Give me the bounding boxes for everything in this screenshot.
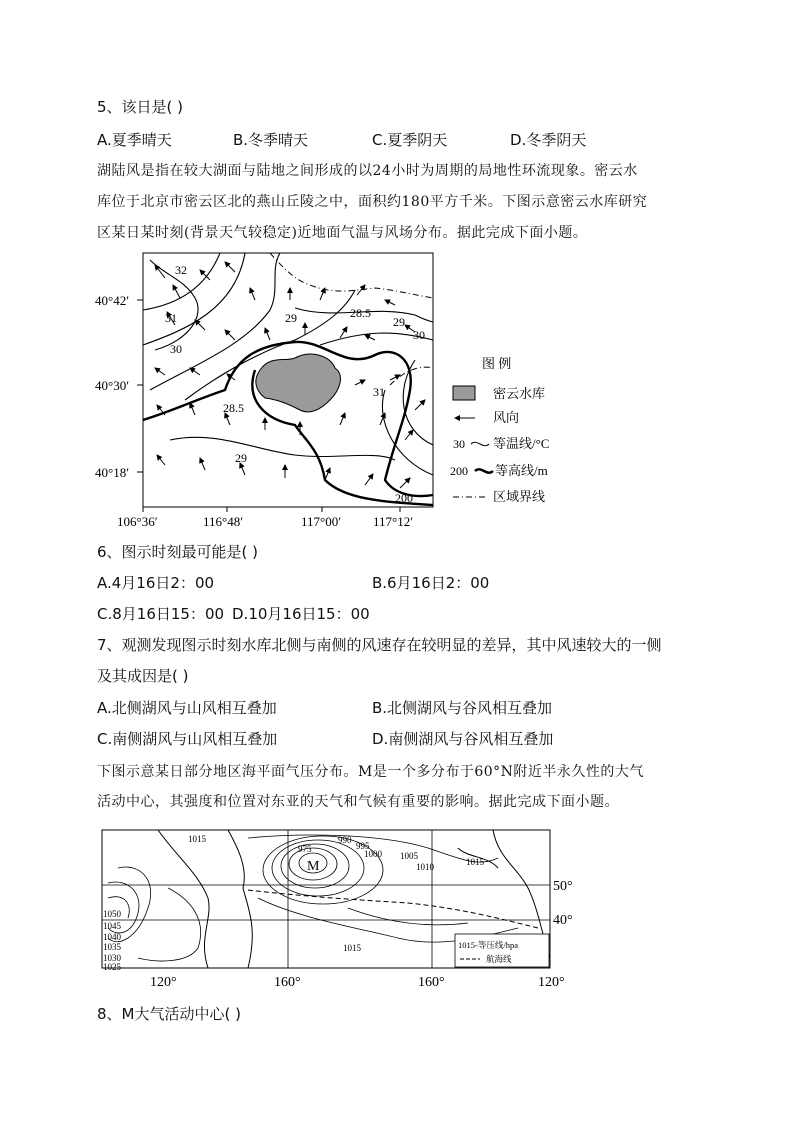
legend-isobar: 1015-等压线/hpa: [458, 940, 518, 950]
legend-item: 区域界线: [493, 489, 546, 504]
isotherm-label: 29: [235, 451, 247, 465]
isotherm-label: 31: [373, 385, 385, 399]
isobar-label: 995: [356, 841, 370, 851]
legend-item: 等温线/°C: [493, 436, 550, 451]
isobar-label: 1015: [466, 857, 484, 867]
q5-option-c: C.夏季阴天: [372, 131, 448, 149]
map1-legend: [450, 356, 549, 504]
isotherm-label: 28.5: [223, 401, 244, 415]
q7-option-d: D.南侧湖风与谷风相互叠加: [372, 730, 554, 748]
map2-legend: [455, 934, 549, 967]
isobar-label: 975: [298, 844, 312, 854]
isotherm-label: 32: [175, 263, 187, 277]
contour-label: 200: [395, 491, 413, 505]
legend-item: 风向: [493, 410, 520, 425]
legend-sample: 30: [453, 437, 465, 451]
x-label: 120°: [538, 975, 565, 990]
pressure-map: [98, 828, 578, 990]
q6-option-d: D.10月16日15：00: [232, 605, 370, 623]
y-label: 40°: [553, 913, 573, 928]
miyun-map: [95, 250, 565, 532]
isobar-label: 1025: [103, 962, 121, 972]
legend-reservoir-swatch: [453, 386, 475, 400]
q5-stem: 5、该日是( ): [97, 98, 184, 116]
q6-option-a: A.4月16日2：00: [97, 574, 215, 592]
isotherm-label: 31: [165, 311, 177, 325]
q7-option-a: A.北侧湖风与山风相互叠加: [97, 699, 277, 717]
q7-stem-line-2: 及其成因是( ): [97, 667, 189, 685]
legend-item: 等高线/m: [495, 463, 548, 478]
q8-stem: 8、M大气活动中心( ): [97, 1005, 241, 1023]
isobar-label: 1005: [400, 851, 418, 861]
isobar-label: 1045: [103, 921, 121, 931]
q6-option-c: C.8月16日15：00: [97, 605, 225, 623]
isobar-label: 1000: [364, 849, 382, 859]
q5-option-a: A.夏季晴天: [97, 131, 172, 149]
q5-option-d: D.冬季阴天: [510, 131, 587, 149]
y-label: 40°30′: [95, 378, 130, 393]
isobar-label: 1050: [103, 909, 121, 919]
passage1-line-3: 区某日某时刻(背景天气较稳定)近地面气温与风场分布。据此完成下面小题。: [97, 225, 588, 241]
x-label: 116°48′: [203, 514, 244, 529]
y-label: 50°: [553, 879, 573, 894]
q7-stem-line-1: 7、观测发现图示时刻水库北侧与南侧的风速存在较明显的差异，其中风速较大的一侧: [97, 636, 662, 654]
legend-title: 图 例: [482, 356, 512, 371]
q6-option-b: B.6月16日2：00: [372, 574, 490, 592]
x-label: 160°: [418, 975, 445, 990]
passage2-line-1: 下图示意某日部分地区海平面气压分布。M是一个多分布于60°N附近半永久性的大气: [97, 764, 644, 780]
passage1-line-1: 湖陆风是指在较大湖面与陆地之间形成的以24小时为周期的局地性环流现象。密云水: [97, 163, 638, 179]
isotherm-label: 29: [285, 311, 297, 325]
q6-stem: 6、图示时刻最可能是( ): [97, 543, 259, 561]
isobar-label: 1040: [103, 932, 121, 942]
isobar-label: 990: [338, 835, 352, 845]
isotherm-label: 30: [170, 342, 182, 356]
isotherm-label: 30: [413, 328, 425, 342]
q7-option-c: C.南侧湖风与山风相互叠加: [97, 730, 278, 748]
isobar-label: 1015: [188, 834, 206, 844]
q7-option-b: B.北侧湖风与谷风相互叠加: [372, 699, 553, 717]
legend-route: 航海线: [486, 954, 512, 964]
legend-sample: 200: [450, 464, 468, 478]
passage2-line-2: 活动中心，其强度和位置对东亚的天气和气候有重要的影响。据此完成下面小题。: [97, 794, 619, 810]
isobar-label: 1035: [103, 942, 121, 952]
isobar-label: 1010: [416, 862, 434, 872]
isobar-label: 1015: [343, 943, 361, 953]
x-label: 117°12′: [373, 514, 414, 529]
x-label: 160°: [274, 975, 301, 990]
x-label: 117°00′: [301, 514, 342, 529]
legend-item: 密云水库: [493, 386, 546, 401]
y-label: 40°18′: [95, 465, 130, 480]
y-label: 40°42′: [95, 293, 130, 308]
isotherm-label: 28.5: [350, 306, 371, 320]
x-label: 120°: [150, 975, 177, 990]
isotherm-label: 29: [393, 315, 405, 329]
passage1-line-2: 库位于北京市密云区北的燕山丘陵之中，面积约180平方千米。下图示意密云水库研究: [97, 194, 648, 210]
center-m-label: M: [307, 859, 320, 874]
q5-option-b: B.冬季晴天: [233, 131, 309, 149]
x-label: 106°36′: [117, 514, 158, 529]
isobar-label: 1030: [103, 953, 121, 963]
